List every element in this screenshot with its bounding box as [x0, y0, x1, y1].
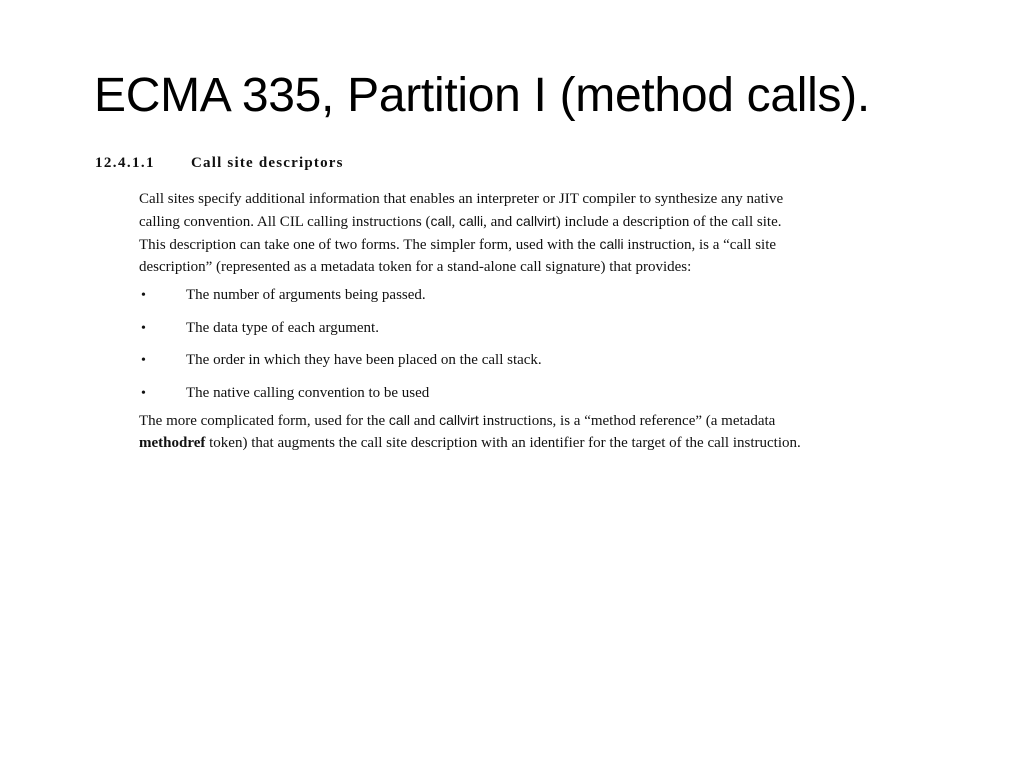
- instr-calli: calli: [459, 213, 484, 229]
- list-item-text: The number of arguments being passed.: [186, 287, 426, 303]
- closing-line-1-and: and: [409, 412, 440, 429]
- intro-line-2-end: ) include a description of the call site.: [555, 214, 782, 230]
- list-item-text: The native calling convention to be used: [186, 384, 430, 401]
- section-heading: [95, 155, 935, 179]
- closing-line-2-end: token) that augments the call site description with an identifier for the target of the call instruction.: [205, 434, 801, 451]
- bullet-icon: •: [141, 288, 146, 303]
- intro-line-2-sep2: , and: [483, 214, 517, 230]
- spec-excerpt: [95, 155, 935, 454]
- closing-line-1-text: The more complicated form, used for the: [139, 412, 389, 429]
- instr-calli-2: calli: [599, 236, 624, 252]
- section-title: Call site descriptors: [191, 155, 344, 171]
- list-item: [139, 320, 935, 353]
- instr-call: call: [430, 213, 452, 229]
- intro-line-2-sep1: ,: [451, 214, 459, 230]
- intro-line-4: description” (represented as a metadata token for a stand-alone call signature) that provides:: [139, 259, 692, 275]
- intro-line-3: [139, 233, 929, 256]
- intro-line-2-text: calling convention. All CIL calling instructions (: [139, 214, 431, 230]
- instr-callvirt: callvirt: [516, 213, 556, 229]
- closing-paragraph: [139, 409, 929, 454]
- intro-line-3-end: instruction, is a “call site: [623, 237, 777, 253]
- intro-line-1: Call sites specify additional information that enables an interpreter or JIT compiler to synthesize any native: [139, 191, 784, 207]
- bullet-icon: •: [141, 320, 146, 336]
- instr-callvirt-2: callvirt: [439, 411, 479, 428]
- closing-line-1: [139, 409, 929, 432]
- list-item-text: The data type of each argument.: [186, 319, 379, 336]
- intro-paragraph: [139, 188, 929, 278]
- intro-line-3-text: This description can take one of two forms. The simpler form, used with the: [139, 237, 600, 253]
- bullet-list: [139, 287, 935, 409]
- intro-line-2: [139, 210, 929, 233]
- methodref-term: methodref: [139, 434, 206, 451]
- bullet-icon: •: [141, 353, 146, 368]
- bullet-icon: •: [141, 385, 146, 401]
- list-item-text: The order in which they have been placed on the call stack.: [186, 352, 542, 368]
- slide-title: ECMA 335, Partition I (method calls).: [94, 69, 870, 122]
- list-item: [139, 287, 935, 320]
- section-number: 12.4.1.1: [95, 155, 155, 171]
- list-item: [139, 385, 935, 409]
- instr-call-2: call: [388, 411, 410, 428]
- closing-line-1-end: instructions, is a “method reference” (a metadata: [478, 412, 776, 429]
- closing-line-2: [139, 432, 929, 454]
- list-item: [139, 352, 935, 385]
